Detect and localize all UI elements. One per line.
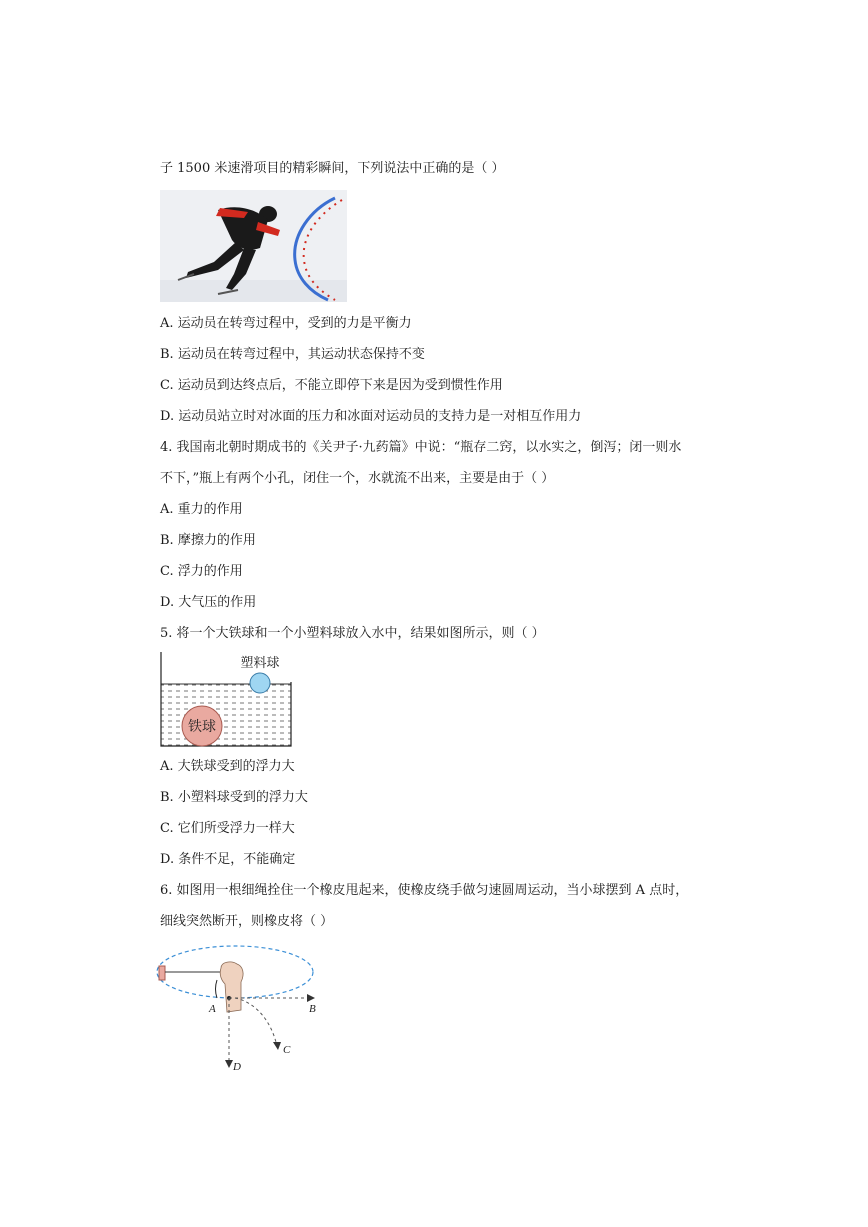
q5-option-a[interactable]: A. 大铁球受到的浮力大 — [160, 759, 295, 774]
q3-option-c[interactable]: C. 运动员到达终点后，不能立即停下来是因为受到惯性作用 — [160, 378, 503, 393]
q3-option-b[interactable]: B. 运动员在转弯过程中，其运动状态保持不变 — [160, 347, 425, 362]
label-d: D — [233, 1061, 241, 1073]
speed-skater-photo — [160, 190, 347, 302]
q5-option-c[interactable]: C. 它们所受浮力一样大 — [160, 821, 295, 836]
q4-stem-line1: 4. 我国南北朝时期成书的《关尹子·九药篇》中说：“瓶存二窍，以水实之，倒泻；闭一则水 — [160, 440, 682, 455]
q5-option-b[interactable]: B. 小塑料球受到的浮力大 — [160, 790, 308, 805]
hand — [220, 962, 243, 1012]
q4-option-c[interactable]: C. 浮力的作用 — [160, 564, 243, 579]
q3-stem: 子 1500 米速滑项目的精彩瞬间，下列说法中正确的是（ ） — [160, 161, 505, 176]
q4-option-a[interactable]: A. 重力的作用 — [160, 502, 243, 517]
q5-floating-balls-figure — [160, 652, 292, 748]
q4-option-b[interactable]: B. 摩擦力的作用 — [160, 533, 256, 548]
q4-option-d[interactable]: D. 大气压的作用 — [160, 595, 257, 610]
q5-stem: 5. 将一个大铁球和一个小塑料球放入水中，结果如图所示，则（ ） — [160, 626, 545, 641]
label-a: A — [209, 1003, 216, 1015]
iron-ball-label: 铁球 — [188, 718, 216, 734]
q4-stem-line2: 不下，”瓶上有两个小孔，闭住一个，水就流不出来，主要是由于（ ） — [160, 471, 555, 486]
q3-option-a[interactable]: A. 运动员在转弯过程中，受到的力是平衡力 — [160, 316, 412, 331]
plastic-ball — [250, 673, 270, 693]
plastic-ball-label: 塑料球 — [240, 655, 280, 670]
q6-stem-line2: 细线突然断开，则橡皮将（ ） — [160, 914, 334, 929]
eraser — [159, 966, 165, 980]
q3-option-d[interactable]: D. 运动员站立时对冰面的压力和冰面对运动员的支持力是一对相互作用力 — [160, 409, 582, 424]
label-b: B — [309, 1003, 316, 1015]
q6-circular-motion-figure — [155, 940, 335, 1074]
q5-option-d[interactable]: D. 条件不足，不能确定 — [160, 852, 296, 867]
q6-stem-line1: 6. 如图用一根细绳拴住一个橡皮甩起来，使橡皮绕手做匀速圆周运动，当小球摆到 A 点时， — [160, 883, 689, 898]
label-c: C — [283, 1044, 291, 1056]
